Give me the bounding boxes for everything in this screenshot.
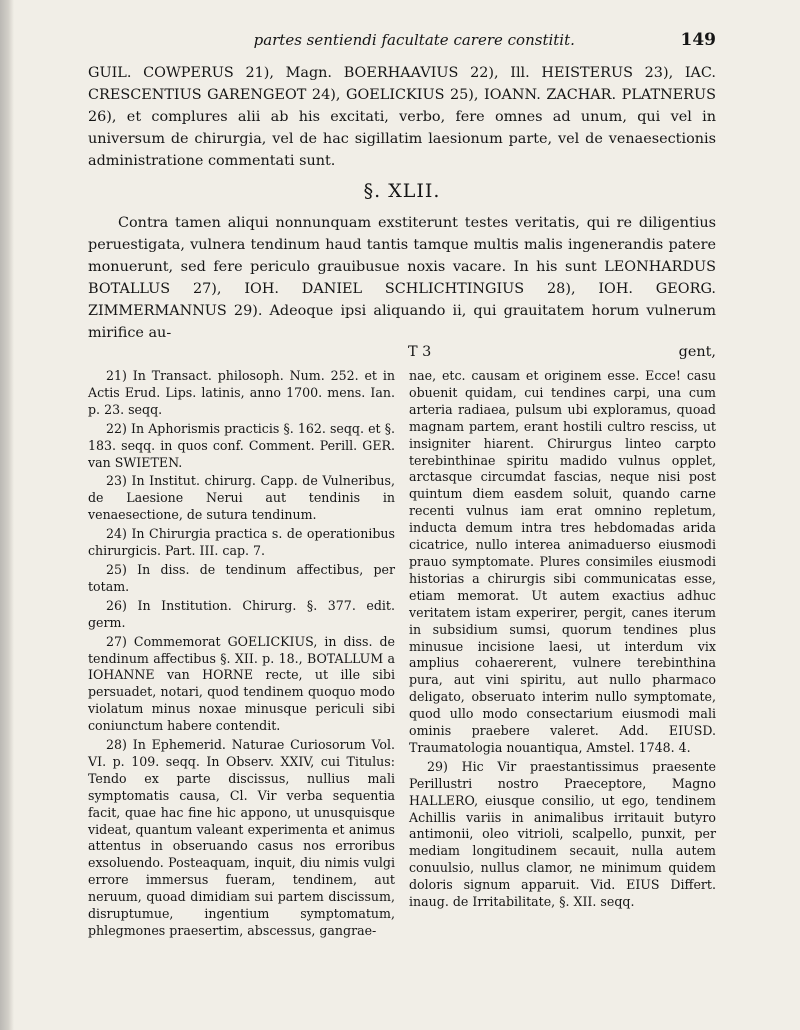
page-number: 149 xyxy=(680,30,716,50)
paragraph-2: Contra tamen aliqui nonnunquam exstiterunt testes veritatis, qui re diligentius peruestigata, vulnera tendinum haud tantis tamque multis malis ingenerandis patere monuerunt, sed fere periculo grauibusue noxis vacare. In his sunt LEONHARDUS BOTALLUS 27), IOH. DANIEL SCHLICHTINGIUS 28), IOH. GEORG. ZIMMERMANNUS 29). Adeoque ipsi aliquando ii, qui grauitatem horum vulnerum mirifice au- xyxy=(88,215,716,341)
main-text xyxy=(88,62,716,344)
catchword: gent, xyxy=(678,344,716,360)
section-heading: §. XLII. xyxy=(363,180,441,202)
footnote-27: 27) Commemorat GOELICKIUS, in diss. de tendinum affectibus §. XII. p. 18., BOTALLUM a IOHANNE van HORNE recte, ut ille sibi persuadet, notari, quod tendinem quoquo modo violatum minus noxae minusque periculi sibi coniunctum habere contendit. xyxy=(88,633,395,734)
footnotes-right-column xyxy=(409,368,716,942)
footnote-24: 24) In Chirurgia practica s. de operationibus chirurgicis. Part. III. cap. 7. xyxy=(88,526,395,559)
running-head xyxy=(88,30,716,62)
footnote-25: 25) In diss. de tendinum affectibus, per totam. xyxy=(88,561,395,594)
signature-line xyxy=(88,344,716,360)
footnote-29: 29) Hic Vir praestantissimus praesente Perillustri nostro Praeceptore, Magno HALLERO, eiusque consilio, ut ego, tendinem Achillis variis in animalibus irritauit butyro antimonii, oleo vitrioli, scalpello, punxit, per mediam longitudinem secauit, nulla autem conuulsio, nullus clamor, ne minimum quidem doloris signum apparuit. Vid. EIUS Differt. inaug. de Irritabilitate, §. XII. seqq. xyxy=(409,758,716,910)
paragraph-1: GUIL. COWPERUS 21), Magn. BOERHAAVIUS 22), Ill. HEISTERUS 23), IAC. CRESCENTIUS GARENGEOT 24), GOELICKIUS 25), IOANN. ZACHAR. PLATNERUS 26), et complures alii ab his excitati, verbo, fere omnes ad unum, qui vel in universum de chirurgia, vel de hac sigillatim laesionum parte, vel de venaesectionis administratione commentati sunt. xyxy=(88,65,716,169)
running-title: partes sentiendi facultate carere constitit. xyxy=(253,31,575,49)
footnote-23: 23) In Institut. chirurg. Capp. de Vulneribus, de Laesione Nerui aut tendinis in venaesectione, de sutura tendinum. xyxy=(88,473,395,523)
footnote-21: 21) In Transact. philosoph. Num. 252. et in Actis Erud. Lips. latinis, anno 1700. mens. Ian. p. 23. seqq. xyxy=(88,368,395,417)
signature-mark: T 3 xyxy=(408,344,432,360)
footnote-28-continued: nae, etc. causam et originem esse. Ecce! casu obuenit quidam, cui tendines carpi, una cum arteria radiaea, pulsum ubi exploramus, quoad magnam partem, erant hostili cultro resciss, ut insigniter hiarent. Chirurgus linteo carpto terebinthinae spiritu madido vulnus opplet, arctasque circumdat fascias, neque nisi post quintum diem easdem soluit, quando carne recenti vulnus iam erat omnino repletum, inducta demum intra tres hebdomadas arida cicatrice, nullo interea animaduerso eiusmodi prauo symptomate. Plures consimiles eiusmodi historias a chirurgis sibi communicatas esse, etiam memorat. Ut autem exactius adhuc veritatem istam experirer, pergit, canes iterum in subsidium sumsi, quorum tendines plus minusue incisione laesi, ut interdum vix amplius cohaererent, vulnere terebinthina pura, aut vini spiritu, aut nullo pharmaco deligato, obseruato interim nullo symptomate, quod ullo modo consectarium eiusmodi mali ominis praebere valeret. Add. EIUSD. Traumatologia nouantiqua, Amstel. 1748. 4. xyxy=(409,368,716,755)
footnotes xyxy=(88,368,716,942)
footnotes-left-column xyxy=(88,368,395,942)
footnote-26: 26) In Institution. Chirurg. §. 377. edit. germ. xyxy=(88,597,395,630)
footnote-28: 28) In Ephemerid. Naturae Curiosorum Vol. VI. p. 109. seqq. In Observ. XXIV, cui Titulus: Tendo ex parte discissus, nullius mali symptomatis causa, Cl. Vir verba sequentia facit, quae hac fine hic appono, ut unusquisque videat, quantum valeant experimenta et animus attentus in obseruando casus nos erroribus exsoluendo. Posteaquam, inquit, diu nimis vulgi errore immersus fueram, tendinem, aut neruum, quoad dimidiam sui partem discissum, disruptumue, ingentium symptomatum, phlegmones praesertim, abscessus, gangrae- xyxy=(88,737,395,938)
footnote-22: 22) In Aphorismis practicis §. 162. seqq. et §. 183. seqq. in quos conf. Comment. Perill. GER. van SWIETEN. xyxy=(88,420,395,470)
